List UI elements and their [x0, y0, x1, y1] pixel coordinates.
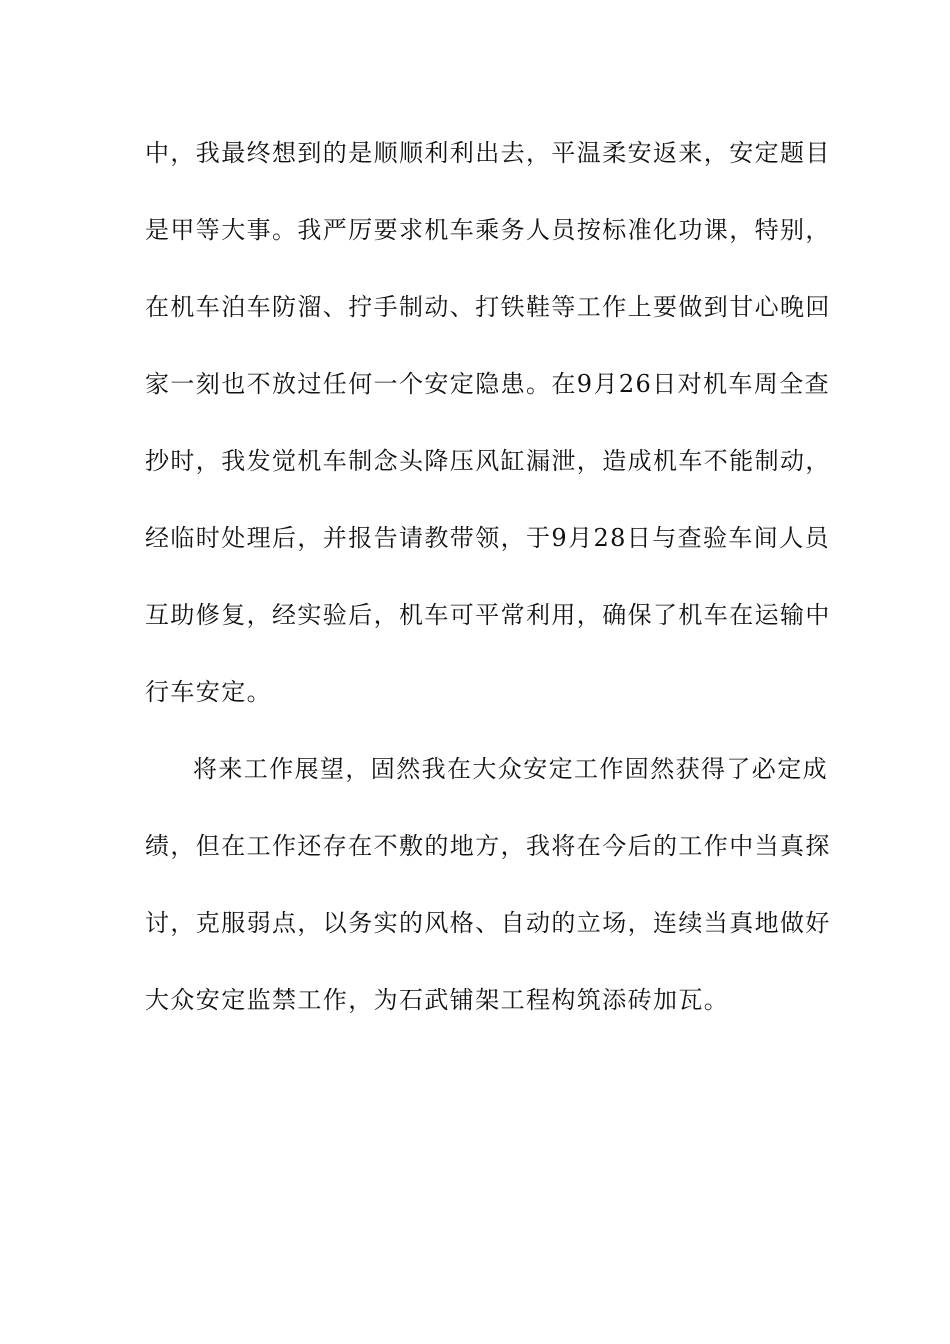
text-line: 行车安定。: [145, 678, 272, 706]
text-line: 抄时，我发觉机车制念头降压风缸漏泄，造成机车不能制动，: [145, 447, 831, 475]
text-line: 互助修复，经实验后，机车可平常利用，确保了机车在运输中: [145, 601, 831, 629]
document-body: [145, 128, 831, 1052]
text-line: 讨，克服弱点，以务实的风格、自动的立场，连续当真地做好: [145, 909, 831, 937]
text-line: 经临时处理后，并报告请教带领，于9月28日与查验车间人员: [145, 524, 831, 552]
text-line: 在机车泊车防溜、拧手制动、打铁鞋等工作上要做到甘心晚回: [145, 293, 831, 321]
text-line: 中，我最终想到的是顺顺利利出去，平温柔安返来，安定题目: [145, 139, 831, 167]
text-line: 家一刻也不放过任何一个安定隐患。在9月26日对机车周全查: [145, 370, 831, 398]
text-line: 将来工作展望，固然我在大众安定工作固然获得了必定成: [193, 755, 828, 783]
text-line: 是甲等大事。我严厉要求机车乘务人员按标准化功课，特别，: [145, 216, 831, 244]
text-line: 大众安定监禁工作，为石武铺架工程构筑添砖加瓦。: [145, 986, 730, 1014]
text-line: 绩，但在工作还存在不敷的地方，我将在今后的工作中当真探: [145, 832, 831, 860]
paragraph-2: [145, 744, 831, 1052]
paragraph-1: [145, 128, 831, 744]
